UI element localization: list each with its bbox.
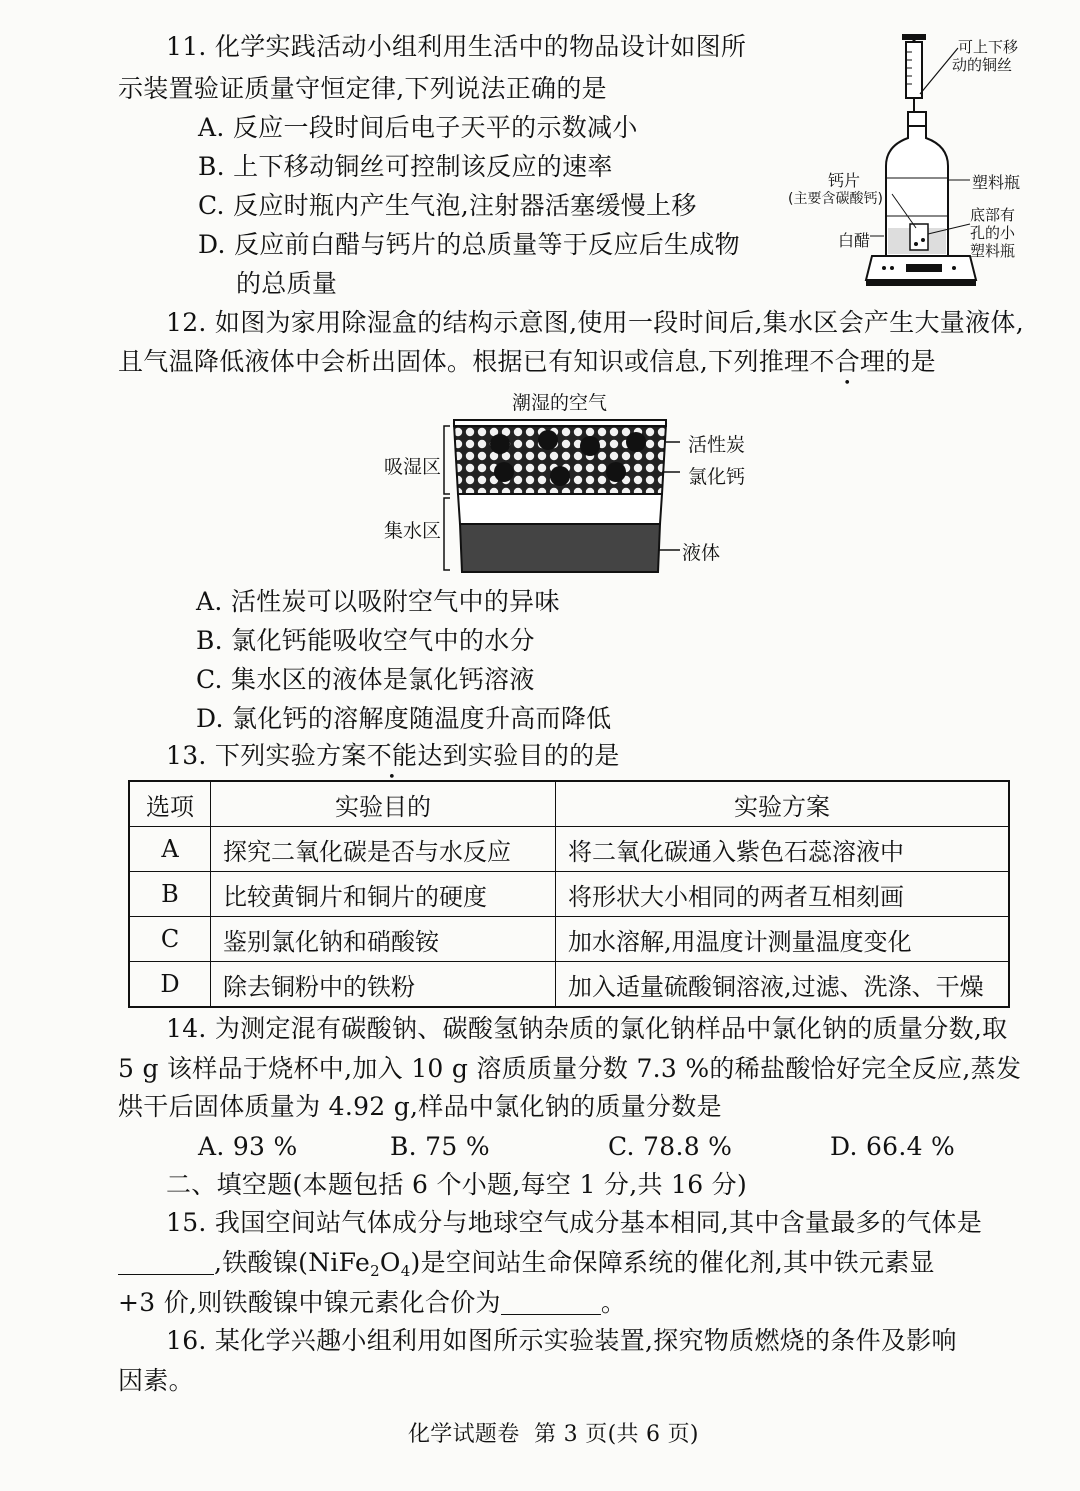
q11-stem-line2: 示装置验证质量守恒定律,下列说法正确的是 [118,74,607,103]
q13-experiment-table [128,780,1010,1008]
q12-label-liquid: 液体 [682,542,721,564]
table-row [129,827,1009,872]
q15-stem-line1: 15. 我国空间站气体成分与地球空气成分基本相同,其中含量最多的气体是 [166,1208,983,1237]
table-row [129,962,1009,1008]
q13-stem-pre: 13. 下列实验方案 [166,741,367,770]
q14-option-c: C. 78.8 % [608,1132,733,1161]
q11-option-d-cont: 的总质量 [236,269,338,298]
q12-label-absorb-zone: 吸湿区 [384,456,442,478]
table-cell-option: C [129,917,211,962]
table-cell-purpose: 探究二氧化碳是否与水反应 [211,827,556,872]
q15-formula-sub1: 2 [370,1262,380,1280]
table-header-plan: 实验方案 [556,781,1010,827]
table-cell-plan: 将形状大小相同的两者互相刻画 [556,872,1010,917]
q11-label-plastic-bottle: 塑料瓶 [972,173,1021,192]
q15-stem-post-blank: ,铁酸镍( [214,1248,309,1277]
q12-stem-line2 [118,345,936,379]
q12-option-c: C. 集水区的液体是氯化钙溶液 [196,665,535,694]
q11-stem-line1: 11. 化学实践活动小组利用生活中的物品设计如图所 [166,32,747,61]
table-cell-plan: 加入适量硫酸铜溶液,过滤、洗涤、干燥 [556,962,1010,1008]
q11-label-copper-wire-2: 动的铜丝 [952,56,1013,74]
q14-stem-line3: 烘干后固体质量为 4.92 g,样品中氯化钠的质量分数是 [118,1092,722,1121]
q14-stem-line1: 14. 为测定混有碳酸钠、碳酸氢钠杂质的氯化钠样品中氯化钠的质量分数,取 [166,1014,1008,1043]
q15-stem-tail: )是空间站生命保障系统的催化剂,其中铁元素显 [410,1248,935,1277]
q15-stem-line2 [118,1246,935,1288]
q11-label-calcium-tablet: 钙片 [828,171,861,190]
q15-answer-blank-1[interactable] [118,1248,214,1275]
q15-stem3-pre: +3 价,则铁酸镍中镍元素化合价为 [118,1288,501,1317]
q15-formula-sub2: 4 [400,1262,411,1280]
q12-stem-post: 的是 [885,347,936,376]
q12-option-b: B. 氯化钙能吸收空气中的水分 [196,626,535,655]
table-cell-purpose: 比较黄铜片和铜片的硬度 [211,872,556,917]
q14-option-a: A. 93 % [198,1132,298,1161]
q16-stem-line1: 16. 某化学兴趣小组利用如图所示实验装置,探究物质燃烧的条件及影响 [166,1326,957,1355]
table-header-option: 选项 [129,781,211,827]
q14-option-d: D. 66.4 % [830,1132,956,1161]
q11-label-vinegar: 白醋 [838,231,871,250]
page-footer: 化学试题卷 第 3 页(共 6 页) [408,1422,699,1447]
q11-label-calcium-note: (主要含碳酸钙) [788,191,883,207]
table-cell-purpose: 除去铜粉中的铁粉 [211,962,556,1008]
q12-dehumidifier-figure [440,414,680,584]
q14-stem-line2: 5 g 该样品于烧杯中,加入 10 g 溶质质量分数 7.3 %的稀盐酸恰好完全反应,蒸发 [118,1054,1022,1083]
q11-option-b: B. 上下移动铜丝可控制该反应的速率 [198,152,613,181]
q13-stem-post: 达到实验目的的是 [417,741,620,770]
q12-label-calcium-chloride: 氯化钙 [688,466,746,488]
q15-formula-ni: NiFe [308,1248,371,1277]
q12-stem-pre: 且气温降低液体中会析出固体。根据已有知识或信息,下列推理 [118,347,810,376]
q12-option-a: A. 活性炭可以吸附空气中的异味 [196,587,560,616]
q12-option-d: D. 氯化钙的溶解度随温度升高而降低 [196,704,612,733]
table-cell-plan: 将二氧化碳通入紫色石蕊溶液中 [556,827,1010,872]
table-cell-purpose: 鉴别氯化钠和硝酸铵 [211,917,556,962]
table-cell-option: D [129,962,211,1008]
q12-label-humid-air: 潮湿的空气 [512,392,608,414]
q15-formula-o: O [379,1248,401,1277]
section2-heading: 二、填空题(本题包括 6 个小题,每空 1 分,共 16 分) [166,1170,748,1199]
q11-label-small-bottle-3: 塑料瓶 [970,242,1016,260]
table-cell-option: B [129,872,211,917]
table-row [129,917,1009,962]
table-row [129,872,1009,917]
q11-label-small-bottle-2: 孔的小 [970,224,1016,242]
q11-option-d: D. 反应前白醋与钙片的总质量等于反应后生成物 [198,230,740,259]
q15-answer-blank-2[interactable] [501,1288,601,1315]
q12-label-activated-carbon: 活性炭 [688,434,746,456]
q15-stem3-post: 。 [600,1288,627,1317]
q11-label-copper-wire-1: 可上下移 [958,38,1019,56]
q16-stem-line2: 因素。 [118,1366,194,1395]
q12-label-collect-zone: 集水区 [384,520,442,542]
q14-option-b: B. 75 % [390,1132,490,1161]
q11-label-small-bottle-1: 底部有 [970,206,1016,224]
table-cell-option: A [129,827,211,872]
q13-stem [166,739,620,773]
table-cell-plan: 加水溶解,用温度计测量温度变化 [556,917,1010,962]
q12-stem-line1: 12. 如图为家用除湿盒的结构示意图,使用一段时间后,集水区会产生大量液体, [166,308,1024,337]
q12-stem-emphasis: 不合理 [809,347,886,376]
q15-stem-line3 [118,1286,626,1320]
table-header-purpose: 实验目的 [211,781,556,827]
q11-option-a: A. 反应一段时间后电子天平的示数减小 [198,113,638,142]
q13-stem-emphasis: 不能 [366,741,418,770]
table-header-row [129,781,1009,827]
q11-option-c: C. 反应时瓶内产生气泡,注射器活塞缓慢上移 [198,191,697,220]
